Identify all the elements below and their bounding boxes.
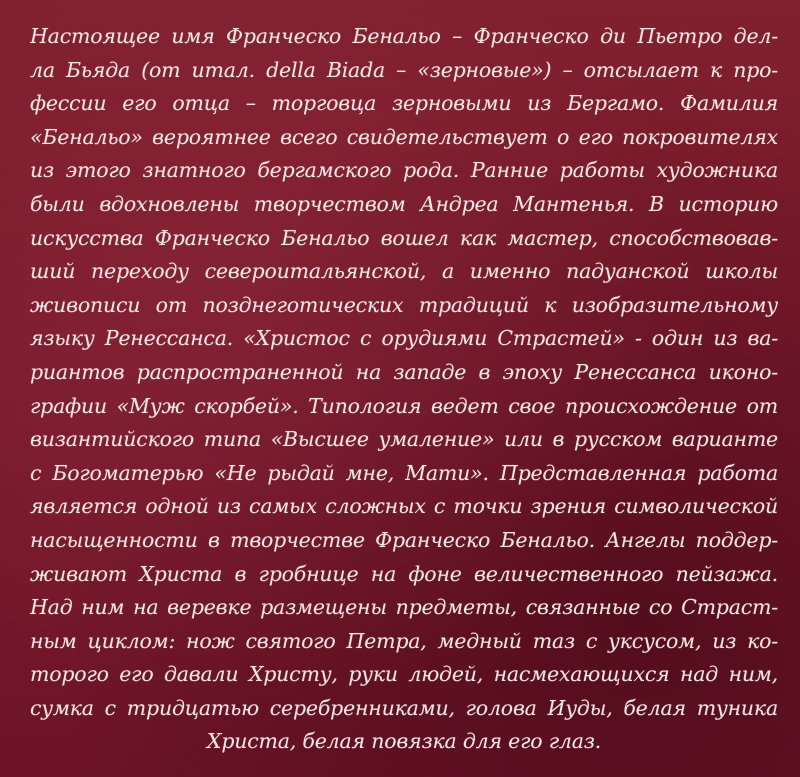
caption-line: ным циклом: нож святого Петра, медный таз с уксусом, из ко- [30,628,778,653]
caption-line: ший переходу североитальянской, а именно падуанской школы [30,259,778,284]
caption-line: из этого знатного бергамского рода. Ранние работы художника [30,158,778,183]
caption-text [30,20,778,759]
caption-line: графии «Муж скорбей». Типология ведет свое происхождение от [30,393,778,418]
caption-line: были вдохновлены творчеством Андреа Мантенья. В историю [30,191,778,216]
caption-line: риантов распространенной на западе в эпоху Ренессанса иконо- [30,359,778,384]
caption-line: ла Бьяда (от итал. della Biada – «зерновые») – отсылает к про- [30,57,778,82]
caption-line-final: Христа, белая повязка для его глаз. [206,729,602,754]
caption-line: искусства Франческо Бенальо вошел как мастер, способствовав- [30,225,778,250]
caption-line: с Богоматерью «Не рыдай мне, Мати». Представленная работа [30,460,778,485]
caption-line: живают Христа в гробнице на фоне величественного пейзажа. [30,561,778,586]
caption-line: торого его давали Христу, руки людей, насмехающихся над ним, [30,662,778,687]
caption-line: языку Ренессанса. «Христос с орудиями Страстей» - один из ва- [30,326,778,351]
caption-line: фессии его отца – торговца зерновыми из Бергамо. Фамилия [30,91,778,116]
caption-line: Над ним на веревке размещены предметы, связанные со Страст- [30,595,778,620]
caption-line: «Бенальо» вероятнее всего свидетельствует о его покровителях [30,124,778,149]
caption-line: сумка с тридцатью серебренниками, голова Иуды, белая туника [30,695,778,720]
caption-line: насыщенности в творчестве Франческо Бенальо. Ангелы поддер- [30,527,778,552]
caption-line: является одной из самых сложных с точки зрения символической [30,494,778,519]
caption-line: живописи от позднеготических традиций к изобразительному [30,292,778,317]
caption-line: Настоящее имя Франческо Бенальо – Франческо ди Пьетро дел- [30,24,778,48]
caption-line: византийского типа «Высшее умаление» или в русском варианте [30,427,778,452]
